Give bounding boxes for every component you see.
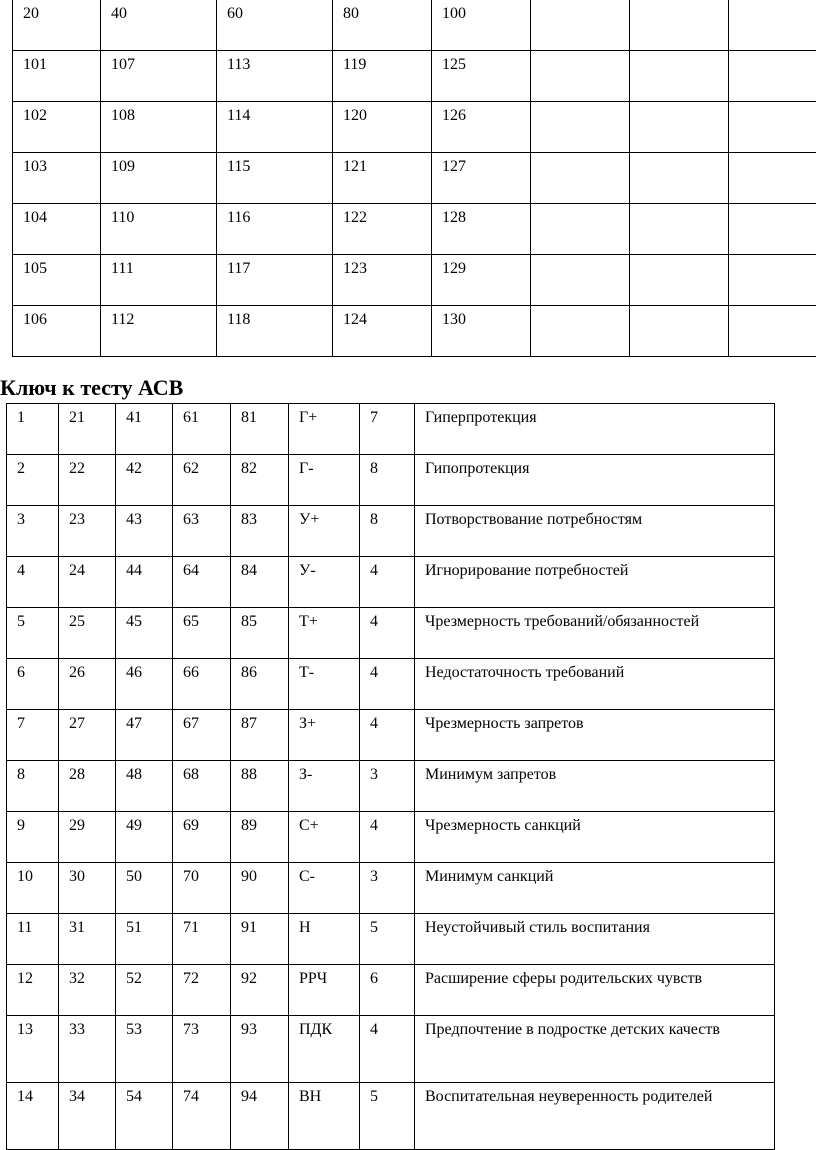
table-cell: 61: [173, 404, 231, 455]
table-cell: [729, 306, 816, 357]
table-cell: 92: [231, 965, 289, 1016]
table-row: [7, 1083, 775, 1150]
table-cell: 109: [101, 153, 217, 204]
table-cell: [531, 0, 630, 51]
table-cell: 9: [7, 812, 59, 863]
table-cell: 117: [217, 255, 333, 306]
table-cell: 4: [360, 710, 415, 761]
table-cell: ВН: [289, 1083, 360, 1150]
table-cell: 32: [59, 965, 116, 1016]
table-row: [13, 153, 816, 204]
table-cell: [630, 204, 729, 255]
table-cell: Расширение сферы родительских чувств: [415, 965, 775, 1016]
table-cell: 114: [217, 102, 333, 153]
table-cell: 28: [59, 761, 116, 812]
table-cell: 48: [116, 761, 173, 812]
table-cell: 49: [116, 812, 173, 863]
table-cell: ПДК: [289, 1016, 360, 1083]
table-cell: 123: [333, 255, 432, 306]
table-cell: 67: [173, 710, 231, 761]
table-row: [7, 404, 775, 455]
table-cell: [531, 255, 630, 306]
key-table: [6, 403, 775, 1150]
table-cell: 102: [13, 102, 101, 153]
table-cell: 120: [333, 102, 432, 153]
table-cell: 4: [360, 1016, 415, 1083]
table-cell: 68: [173, 761, 231, 812]
table-cell: 111: [101, 255, 217, 306]
table-cell: [729, 51, 816, 102]
table-cell: 89: [231, 812, 289, 863]
table-cell: Чрезмерность запретов: [415, 710, 775, 761]
table-row: [7, 965, 775, 1016]
table-cell: 87: [231, 710, 289, 761]
table-cell: 84: [231, 557, 289, 608]
table-cell: 12: [7, 965, 59, 1016]
table-cell: 22: [59, 455, 116, 506]
table-row: [13, 0, 816, 51]
table-cell: 116: [217, 204, 333, 255]
table-cell: [630, 306, 729, 357]
table-cell: 69: [173, 812, 231, 863]
table-cell: З-: [289, 761, 360, 812]
table-cell: 7: [360, 404, 415, 455]
table-cell: 72: [173, 965, 231, 1016]
table-cell: 30: [59, 863, 116, 914]
table-cell: 107: [101, 51, 217, 102]
table-cell: [630, 102, 729, 153]
table-cell: 85: [231, 608, 289, 659]
table-cell: 91: [231, 914, 289, 965]
table-cell: 41: [116, 404, 173, 455]
table-cell: 21: [59, 404, 116, 455]
table-cell: 105: [13, 255, 101, 306]
table-cell: 126: [432, 102, 531, 153]
table-cell: [729, 0, 816, 51]
table-cell: 5: [360, 914, 415, 965]
table-cell: 51: [116, 914, 173, 965]
table-cell: Предпочтение в подростке детских качеств: [415, 1016, 775, 1083]
table-row: [13, 306, 816, 357]
table-cell: 3: [360, 863, 415, 914]
table-cell: 46: [116, 659, 173, 710]
table-cell: 4: [360, 608, 415, 659]
table-row: [7, 710, 775, 761]
table-cell: 65: [173, 608, 231, 659]
table-cell: Воспитательная неуверенность родителей: [415, 1083, 775, 1150]
table-row: [7, 506, 775, 557]
table-cell: 70: [173, 863, 231, 914]
table-cell: 81: [231, 404, 289, 455]
table-cell: З+: [289, 710, 360, 761]
table-cell: 100: [432, 0, 531, 51]
table-cell: 3: [360, 761, 415, 812]
table-cell: 108: [101, 102, 217, 153]
table-row: [7, 557, 775, 608]
table-cell: 31: [59, 914, 116, 965]
table-cell: У+: [289, 506, 360, 557]
table-cell: 8: [360, 506, 415, 557]
table-cell: [531, 306, 630, 357]
table-row: [7, 659, 775, 710]
table-cell: У-: [289, 557, 360, 608]
table-row: [13, 204, 816, 255]
table-cell: 53: [116, 1016, 173, 1083]
table-cell: 20: [13, 0, 101, 51]
table-row: [7, 455, 775, 506]
table-cell: 110: [101, 204, 217, 255]
table-cell: Т+: [289, 608, 360, 659]
table-cell: 54: [116, 1083, 173, 1150]
table-cell: 4: [360, 659, 415, 710]
table-cell: [531, 153, 630, 204]
table-cell: 23: [59, 506, 116, 557]
table-cell: 82: [231, 455, 289, 506]
table-cell: С+: [289, 812, 360, 863]
table-cell: 74: [173, 1083, 231, 1150]
table-cell: Г+: [289, 404, 360, 455]
table-cell: 124: [333, 306, 432, 357]
table-cell: 62: [173, 455, 231, 506]
table-cell: 29: [59, 812, 116, 863]
table-cell: 90: [231, 863, 289, 914]
table-cell: РРЧ: [289, 965, 360, 1016]
table-cell: 101: [13, 51, 101, 102]
table-cell: 34: [59, 1083, 116, 1150]
table-cell: 1: [7, 404, 59, 455]
table-cell: 27: [59, 710, 116, 761]
table-cell: 122: [333, 204, 432, 255]
table-cell: Минимум санкций: [415, 863, 775, 914]
table-row: [13, 51, 816, 102]
table-cell: 26: [59, 659, 116, 710]
table-cell: 43: [116, 506, 173, 557]
table-cell: 33: [59, 1016, 116, 1083]
table-cell: 115: [217, 153, 333, 204]
table-cell: [630, 255, 729, 306]
table-cell: 5: [360, 1083, 415, 1150]
table-cell: [729, 255, 816, 306]
table-cell: 4: [360, 557, 415, 608]
table-cell: [531, 51, 630, 102]
table-cell: Н: [289, 914, 360, 965]
table-cell: 6: [7, 659, 59, 710]
table-cell: 106: [13, 306, 101, 357]
table-row: [7, 761, 775, 812]
table-cell: 103: [13, 153, 101, 204]
table-cell: [729, 204, 816, 255]
table-cell: 47: [116, 710, 173, 761]
table-cell: С-: [289, 863, 360, 914]
table-cell: 3: [7, 506, 59, 557]
table-cell: 4: [360, 812, 415, 863]
table-cell: [630, 51, 729, 102]
table-cell: 104: [13, 204, 101, 255]
table-cell: 60: [217, 0, 333, 51]
table-cell: 13: [7, 1016, 59, 1083]
table-cell: 7: [7, 710, 59, 761]
table-cell: 112: [101, 306, 217, 357]
table-cell: 40: [101, 0, 217, 51]
table-cell: 52: [116, 965, 173, 1016]
table-cell: Чрезмерность санкций: [415, 812, 775, 863]
table-cell: Недостаточность требований: [415, 659, 775, 710]
table-cell: [531, 204, 630, 255]
numbers-table: [12, 0, 816, 357]
table-cell: [729, 153, 816, 204]
table-cell: [531, 102, 630, 153]
table-cell: 44: [116, 557, 173, 608]
table-cell: 2: [7, 455, 59, 506]
table-cell: Минимум запретов: [415, 761, 775, 812]
key-title: Ключ к тесту АСВ: [0, 374, 183, 402]
table-row: [7, 812, 775, 863]
table-cell: 113: [217, 51, 333, 102]
table-cell: Т-: [289, 659, 360, 710]
table-row: [7, 1016, 775, 1083]
table-cell: 73: [173, 1016, 231, 1083]
table-row: [7, 863, 775, 914]
table-cell: 129: [432, 255, 531, 306]
table-row: [13, 102, 816, 153]
table-cell: [729, 102, 816, 153]
table-cell: 50: [116, 863, 173, 914]
table-cell: Чрезмерность требований/обязанностей: [415, 608, 775, 659]
table-cell: 121: [333, 153, 432, 204]
table-cell: 130: [432, 306, 531, 357]
table-cell: 42: [116, 455, 173, 506]
table-cell: Гипопротекция: [415, 455, 775, 506]
table-cell: [630, 153, 729, 204]
table-row: [13, 255, 816, 306]
table-cell: 45: [116, 608, 173, 659]
table-cell: 128: [432, 204, 531, 255]
table-cell: Потворствование потребностям: [415, 506, 775, 557]
table-cell: 5: [7, 608, 59, 659]
table-cell: 24: [59, 557, 116, 608]
table-cell: 125: [432, 51, 531, 102]
table-cell: 64: [173, 557, 231, 608]
table-cell: 94: [231, 1083, 289, 1150]
table-row: [7, 914, 775, 965]
table-cell: 11: [7, 914, 59, 965]
table-cell: 66: [173, 659, 231, 710]
table-cell: [630, 0, 729, 51]
table-cell: 25: [59, 608, 116, 659]
table-cell: 80: [333, 0, 432, 51]
table-cell: Неустойчивый стиль воспитания: [415, 914, 775, 965]
table-row: [7, 608, 775, 659]
table-cell: 83: [231, 506, 289, 557]
table-cell: Гиперпротекция: [415, 404, 775, 455]
table-cell: 10: [7, 863, 59, 914]
table-cell: 119: [333, 51, 432, 102]
table-cell: 8: [7, 761, 59, 812]
table-cell: Г-: [289, 455, 360, 506]
table-cell: 71: [173, 914, 231, 965]
table-cell: 93: [231, 1016, 289, 1083]
table-cell: 4: [7, 557, 59, 608]
table-cell: 63: [173, 506, 231, 557]
table-cell: 86: [231, 659, 289, 710]
table-cell: 127: [432, 153, 531, 204]
table-cell: Игнорирование потребностей: [415, 557, 775, 608]
table-cell: 118: [217, 306, 333, 357]
table-cell: 6: [360, 965, 415, 1016]
table-cell: 14: [7, 1083, 59, 1150]
table-cell: 88: [231, 761, 289, 812]
table-cell: 8: [360, 455, 415, 506]
